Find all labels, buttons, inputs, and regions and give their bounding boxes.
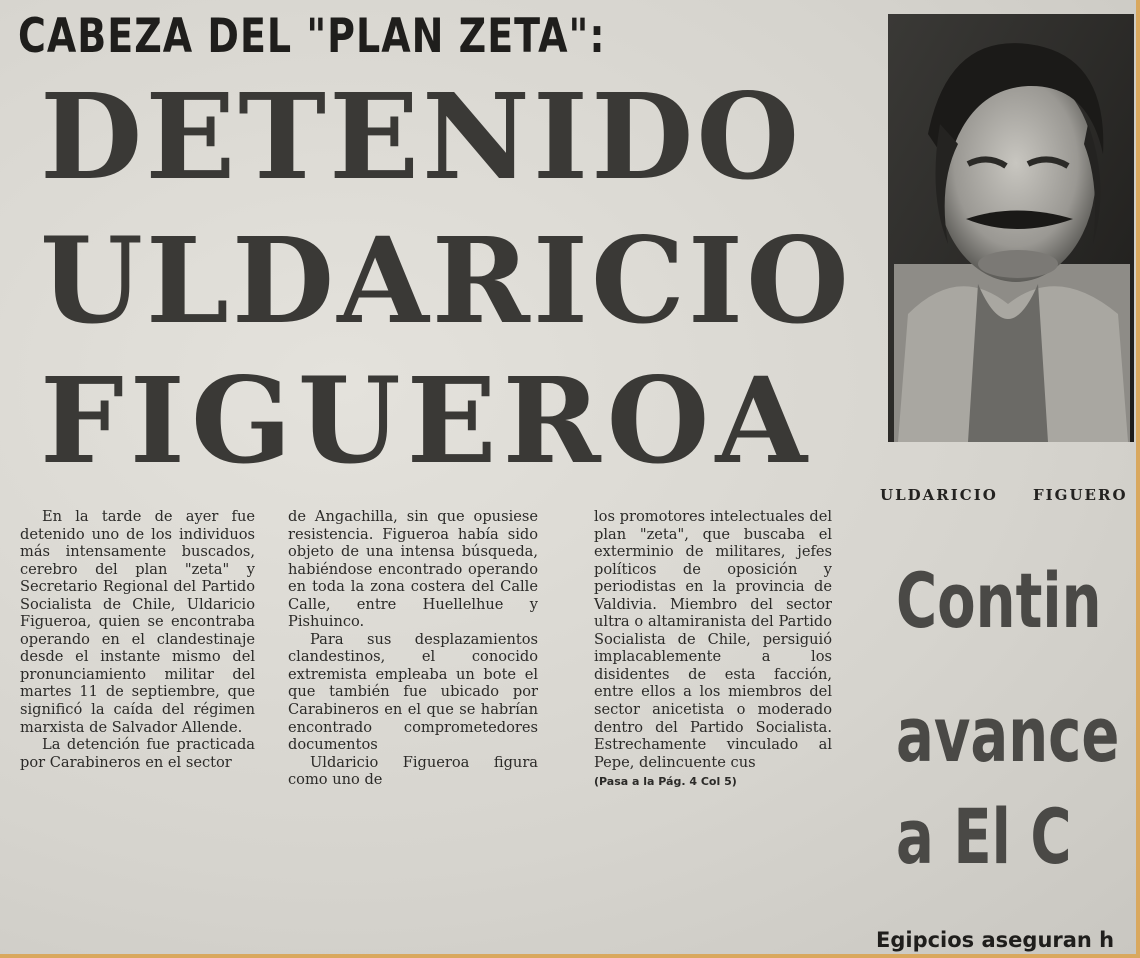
kicker-headline: CABEZA DEL "PLAN ZETA": [18, 8, 606, 63]
side-headline-line-1: Contin [896, 556, 1102, 645]
side-headline-line-3: a El C [896, 792, 1072, 881]
headline-line-2: ULDARICIO [40, 211, 852, 350]
portrait-image [888, 14, 1134, 442]
headline-line-1: DETENIDO [40, 67, 803, 206]
article-column-2 [288, 508, 538, 789]
article-paragraph: La detención fue practicada por Carabineros en el sector [20, 736, 255, 771]
article-column-1 [20, 508, 255, 771]
side-headline-line-2: avance [896, 690, 1120, 779]
portrait-photo [888, 14, 1134, 442]
side-subhead: Egipcios aseguran h [876, 928, 1115, 952]
continuation-note: (Pasa a la Pág. 4 Col 5) [594, 775, 737, 789]
article-paragraph: Uldaricio Figueroa figura como uno de [288, 753, 538, 789]
article-column-3 [594, 508, 832, 791]
article-paragraph: En la tarde de ayer fue detenido uno de los individuos más intensamente buscados, cerebro del plan "zeta" y Secretario Regional del Partido Socialista de Chile, Uldaricio Figueroa, quien se encontraba operando en el clandestinaje desde el instante mismo del pronunciamiento militar del martes 11 de septiembre, que significó la caída del régimen marxista de Salvador Allende. [20, 508, 255, 736]
article-paragraph: Para sus desplazamientos clandestinos, el conocido extremista empleaba un bote el que también fue ubicado por Carabineros en el que se habrían encontrado comprometedores documentos [288, 630, 538, 754]
article-paragraph: de Angachilla, sin que opusiese resistencia. Figueroa había sido objeto de una intensa búsqueda, habiéndose encontrado operando en toda la zona costera del Calle Calle, entre Huellelhue y Pishuinco. [288, 508, 538, 631]
photo-caption: ULDARICIO FIGUERO [880, 486, 1128, 504]
headline-line-3: FIGUEROA [40, 351, 813, 490]
article-paragraph: los promotores intelectuales del plan "zeta", que buscaba el exterminio de militares, jefes políticos de oposición y periodistas en la provincia de Valdivia. Miembro del sector ultra o altamiranista del Partido Socialista de Chile, persiguió implacablemente a los disidentes de esta facción, entre ellos a los miembros del sector anicetista o moderado dentro del Partido Socialista. Estrechamente vinculado al Pepe, delincuente cus [594, 508, 832, 771]
